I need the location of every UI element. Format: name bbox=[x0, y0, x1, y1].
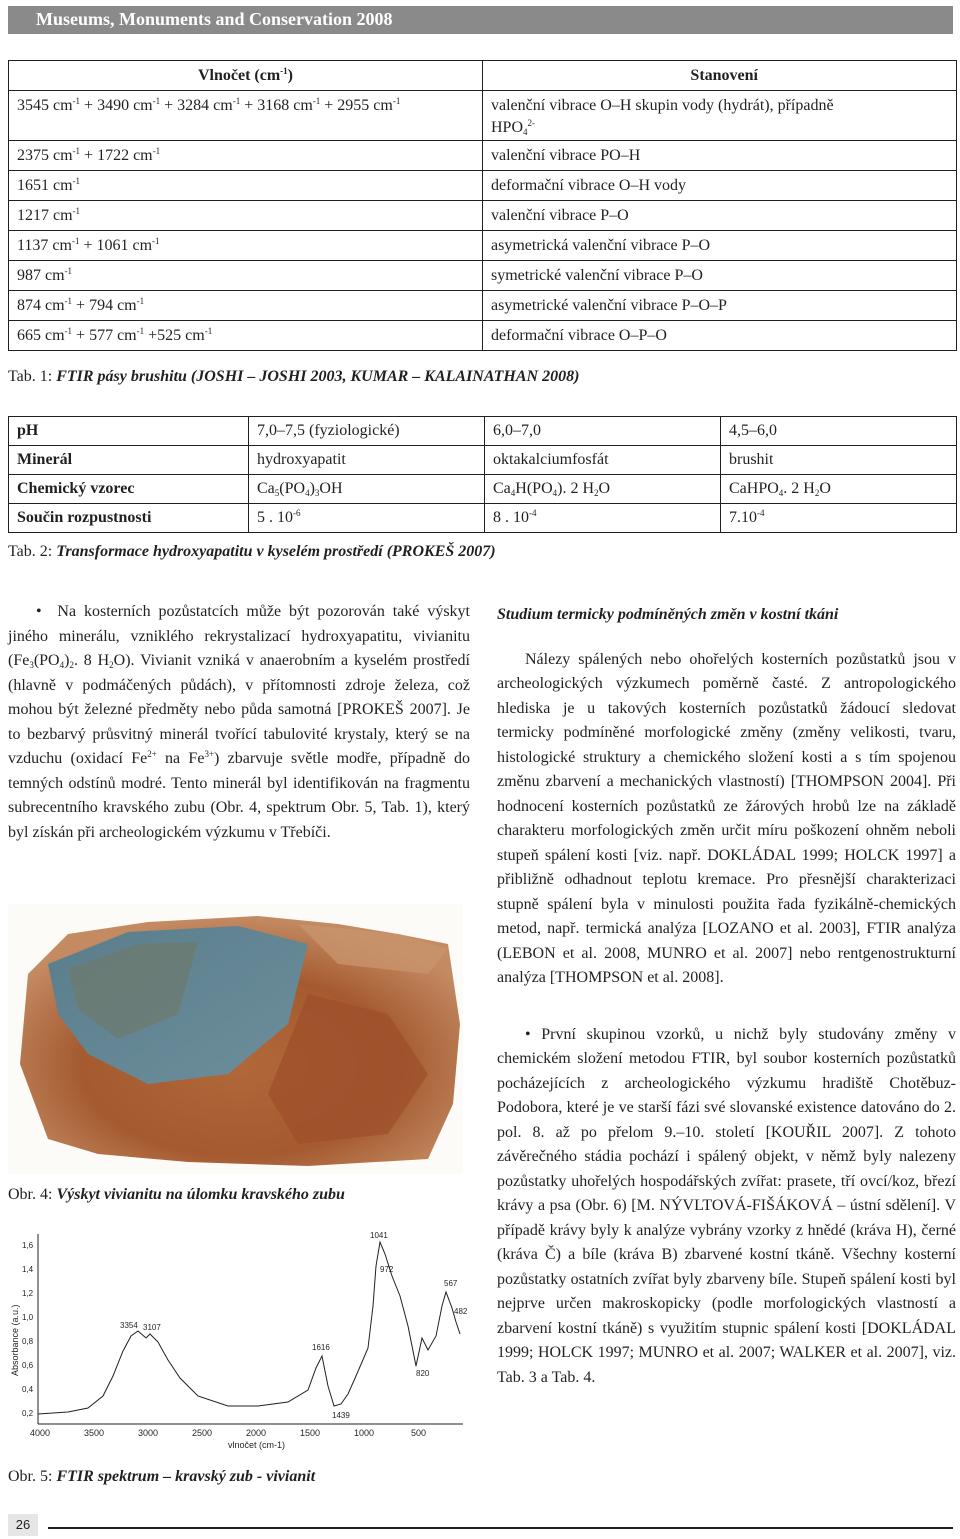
svg-text:0,2: 0,2 bbox=[22, 1409, 34, 1418]
table-row: pH 7,0–7,5 (fyziologické) 6,0–7,0 4,5–6,0 bbox=[9, 417, 957, 446]
table-row: Chemický vzorec $Ca_5(PO_4)_3OH$ $Ca_4H(PO_4)$. 2 $H_2O$ CaHPO$_4$. 2 $H_2O$ bbox=[9, 475, 957, 504]
spectrum-ylabel: Absorbance (a.u.) bbox=[10, 1304, 20, 1376]
first-sample-group-paragraph: • První skupinou vzorků, u nichž byly studovány změny v chemickém složení metodou FTIR, byl soubor kosterních pozůstatků pocházejících z archeologického výzkumu hradiště Chotěbuz-Podobora, které je ve starší fázi své slovanské existence datováno do 2. pol. 8. až po přelom 9.–10. století [KOUŘIL 2007]. Z tohoto závěrečného stádia pochází i spálený objekt, v němž byly nalezeny pozůstatky uhořelých hospodářských zvířat: prasete, tří ovcí/koz, březí krávy a psa (Obr. 6) [M. NÝVLTOVÁ-FIŠÁKOVÁ – ústní sdělení]. V případě krávy byly k analýze vybrány vzorky z hnědé (kráva H), černé (kráva Č) a bíle (kráva B) zbarvené kostní tkáně. Všechny kosterní pozůstatky ostatních zvířat byly zbarveny bíle. Stupeň spálení kosti byl nejprve určen makroskopicky (podle morfologických vlastností a zbarvení kostní tkáně) s využitím stupnic spálení kosti [DOKLÁDAL 1999; HOLCK 1997; MUNRO et al. 2007; WALKER et al. 2007], viz. Tab. 3 a Tab. 4. bbox=[497, 1025, 956, 1386]
assignment-cell: deformační vibrace O–P–O bbox=[483, 321, 957, 351]
formula-cell: CaHPO$_4$. 2 $H_2O$ bbox=[721, 475, 957, 504]
wavenumber-cell: 987 $cm^{-1}$ bbox=[9, 261, 483, 291]
svg-text:1,6: 1,6 bbox=[22, 1241, 34, 1250]
svg-text:820: 820 bbox=[416, 1369, 430, 1378]
header-band bbox=[8, 6, 953, 34]
assignment-cell: asymetrická valenční vibrace P–O bbox=[483, 231, 957, 261]
svg-text:1616: 1616 bbox=[312, 1343, 330, 1352]
svg-text:1500: 1500 bbox=[300, 1428, 321, 1438]
section-heading: Studium termicky podmíněných změn v kostní tkáni bbox=[497, 606, 839, 623]
peak-labels bbox=[120, 1231, 468, 1420]
assignment-cell: valenční vibrace O–H skupin vody (hydrát), případně $HPO_4^{2-}$ bbox=[483, 91, 957, 141]
value-cell: 8 . $10^{-4}$ bbox=[485, 504, 721, 533]
svg-text:500: 500 bbox=[411, 1428, 427, 1438]
ftir-spectrum-figure bbox=[8, 1226, 470, 1464]
svg-text:567: 567 bbox=[444, 1279, 458, 1288]
figure5-caption: Obr. 5: FTIR spektrum – kravský zub - vivianit bbox=[8, 1468, 316, 1485]
assignment-cell: asymetrické valenční vibrace P–O–P bbox=[483, 291, 957, 321]
wavenumber-cell: 3545 $cm^{-1} + 3490$ $cm^{-1} + 3284$ $cm^{-1} + 3168$ $cm^{-1} + 2955$ $cm^{-1}$ bbox=[9, 91, 483, 141]
table-row bbox=[9, 321, 957, 351]
tooth-fragment-photo bbox=[8, 904, 463, 1174]
table-row bbox=[9, 171, 957, 201]
wavenumber-cell: 1217 $cm^{-1}$ bbox=[9, 201, 483, 231]
svg-text:972: 972 bbox=[380, 1265, 394, 1274]
svg-text:1439: 1439 bbox=[332, 1411, 350, 1420]
journal-title: Museums, Monuments and Conservation 2008 bbox=[36, 9, 393, 29]
table-row: Minerál hydroxyapatit oktakalciumfosfát brushit bbox=[9, 446, 957, 475]
table-row bbox=[9, 141, 957, 171]
col-header-wavenumber: Vlnočet $(cm^{-1})$ bbox=[9, 61, 483, 91]
svg-text:482: 482 bbox=[454, 1307, 468, 1316]
formula-cell: $Ca_5(PO_4)_3OH$ bbox=[249, 475, 485, 504]
wavenumber-cell: 2375 $cm^{-1} + 1722$ $cm^{-1}$ bbox=[9, 141, 483, 171]
assignment-cell: symetrické valenční vibrace P–O bbox=[483, 261, 957, 291]
table-row bbox=[9, 201, 957, 231]
svg-text:4000: 4000 bbox=[30, 1428, 51, 1438]
svg-text:3107: 3107 bbox=[143, 1323, 161, 1332]
formula-cell: $Ca_4H(PO_4)$. 2 $H_2O$ bbox=[485, 475, 721, 504]
col-header-assignment: Stanovení bbox=[483, 61, 957, 91]
svg-text:3000: 3000 bbox=[138, 1428, 159, 1438]
svg-text:1000: 1000 bbox=[354, 1428, 375, 1438]
y-tick-labels bbox=[22, 1241, 34, 1418]
spectrum-line bbox=[38, 1242, 460, 1414]
assignment-cell: valenční vibrace P–O bbox=[483, 201, 957, 231]
spectrum-xlabel: vlnočet (cm-1) bbox=[228, 1440, 286, 1450]
svg-text:2500: 2500 bbox=[192, 1428, 213, 1438]
svg-text:1041: 1041 bbox=[370, 1231, 388, 1240]
hydroxyapatite-table bbox=[8, 416, 957, 533]
value-cell: $7.10^{-4}$ bbox=[721, 504, 957, 533]
wavenumber-cell: 1137 $cm^{-1} + 1061$ $cm^{-1}$ bbox=[9, 231, 483, 261]
svg-text:3500: 3500 bbox=[84, 1428, 105, 1438]
svg-text:0,6: 0,6 bbox=[22, 1361, 34, 1370]
svg-text:1,2: 1,2 bbox=[22, 1289, 34, 1298]
svg-text:1,4: 1,4 bbox=[22, 1265, 34, 1274]
ftir-bands-table bbox=[8, 60, 957, 351]
table1-caption: Tab. 1: FTIR pásy brushitu (JOSHI – JOSHI 2003, KUMAR – KALAINATHAN 2008) bbox=[8, 368, 580, 385]
wavenumber-cell: 1651 $cm^{-1}$ bbox=[9, 171, 483, 201]
page-number: 26 bbox=[8, 1514, 38, 1536]
svg-text:3354: 3354 bbox=[120, 1321, 138, 1330]
x-tick-labels bbox=[30, 1428, 426, 1438]
svg-text:1,0: 1,0 bbox=[22, 1313, 34, 1322]
wavenumber-cell: 874 $cm^{-1} + 794$ $cm^{-1}$ bbox=[9, 291, 483, 321]
figure4-caption: Obr. 4: Výskyt vivianitu na úlomku kravského zubu bbox=[8, 1186, 345, 1203]
vivianite-paragraph: • Na kosterních pozůstatcích může být pozorován také výskyt jiného minerálu, vzniklého rekrystalizací hydroxyapatitu, vivianitu ($Fe_3(PO_4)_2$. 8 $H_2O$). Vivianit vzniká v anaerobním a kyselém prostředí (hlavně v podmáčených půdách), v přítomnosti zdroje železa, což mohou být železné předměty nebo půda samotná [PROKEŠ 2007]. Je to bezbarvý průsvitný minerál tvořící tabulovité krystaly, který se na vzduchu (oxidací $Fe^{2+}$ na $Fe^{3+}$) zbarvuje světle modře, případně do temných odstínů modré. Tento minerál byl identifikován na fragmentu subrecentního kravského zubu (Obr. 4, spektrum Obr. 5, Tab. 1), který byl získán při archeologickém výzkumu v Třebíči. bbox=[8, 603, 470, 841]
svg-text:0,4: 0,4 bbox=[22, 1385, 34, 1394]
burned-bones-paragraph: Nálezy spálených nebo ohořelých kosterních pozůstatků jsou v archeologických výzkumech poměrně časté. Z antropologického hlediska je u takových kosterních pozůstatků žádoucí sledovat termicky podmíněné morfologické změny (změny velikosti, tvaru, histologické struktury a chemického složení kosti a s tím spojenou změnu zbarvení a mechanických vlastností) [THOMPSON 2004]. Při hodnocení kosterních pozůstatků ze žárových hrobů lze na základě charakteru morfologických změn určit míru poškození ohněm neboli stupeň spálení kosti [viz. např. DOKLÁDAL 1999; HOLCK 1997] a přibližně odhadnout teplotu kremace. Pro přesnější charakterizaci stupně spálení byla v minulosti použita řada fyzikálně-chemických metod, např. termická analýza [LOZANO et al. 2003], FTIR analýza (LEBON et al. 2008, MUNRO et al. 2007] nebo rentgenostrukturní analýza [THOMPSON et al. 2008]. bbox=[497, 650, 956, 986]
right-column-text bbox=[497, 603, 956, 1390]
table2-caption: Tab. 2: Transformace hydroxyapatitu v kyselém prostředí (PROKEŠ 2007) bbox=[8, 543, 496, 560]
table-row: Součin rozpustnosti 5 . $10^{-6}$ 8 . $10^{-4}$ $7.10^{-4}$ bbox=[9, 504, 957, 533]
wavenumber-cell: 665 $cm^{-1} + 577$ $cm^{-1} +525$ $cm^{-1}$ bbox=[9, 321, 483, 351]
assignment-cell: deformační vibrace O–H vody bbox=[483, 171, 957, 201]
footer-divider bbox=[48, 1527, 953, 1529]
svg-text:2000: 2000 bbox=[246, 1428, 267, 1438]
svg-text:0,8: 0,8 bbox=[22, 1337, 34, 1346]
table-row bbox=[9, 261, 957, 291]
table-row bbox=[9, 291, 957, 321]
assignment-cell: valenční vibrace PO–H bbox=[483, 141, 957, 171]
value-cell: 5 . $10^{-6}$ bbox=[249, 504, 485, 533]
left-column-text bbox=[8, 600, 470, 845]
table-row bbox=[9, 231, 957, 261]
table-row bbox=[9, 91, 957, 141]
